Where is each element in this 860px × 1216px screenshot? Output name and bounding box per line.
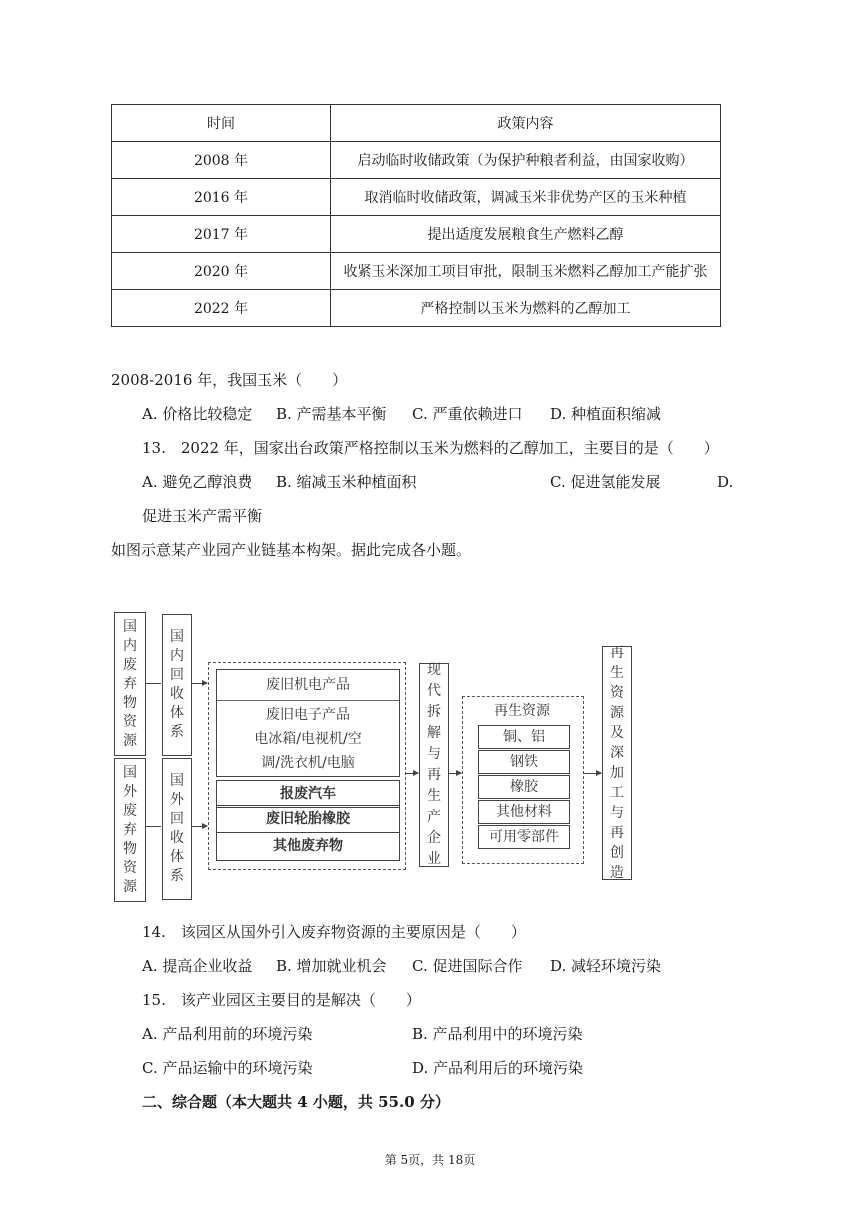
renew-title: 再生资源 xyxy=(494,703,550,719)
q14-option-d[interactable]: D. 减轻环境污染 xyxy=(550,957,662,975)
item-appliance-2: 调/洗衣机/电脑 xyxy=(261,755,355,771)
domestic-waste-label: 国内废弃物资源 xyxy=(123,618,137,749)
connector xyxy=(145,683,161,684)
table-row xyxy=(112,216,721,253)
final-output-box xyxy=(602,646,632,880)
arrow-right-icon xyxy=(191,683,207,684)
q13-stem: 13. 2022 年，国家出台政策严格控制以玉米为燃料的乙醇加工，主要目的是（ ） xyxy=(142,439,719,457)
item-appliance-1: 电冰箱/电视机/空 xyxy=(254,731,362,747)
table-cell-policy: 收紧玉米深加工项目审批，限制玉米燃料乙醇加工产能扩张 xyxy=(331,253,721,290)
q15-option-d[interactable]: D. 产品利用后的环境污染 xyxy=(412,1059,584,1077)
domestic-recycle-label: 国内回收体系 xyxy=(170,629,184,740)
foreign-recycle-label: 国外回收体系 xyxy=(170,773,184,884)
item-electrical: 废旧机电产品 xyxy=(217,670,399,701)
q14-option-a[interactable]: A. 提高企业收益 xyxy=(142,957,253,975)
electrical-products-box xyxy=(216,669,400,777)
q13-option-a[interactable]: A. 避免乙醇浪费 xyxy=(142,473,253,491)
arrow-right-icon xyxy=(405,773,418,774)
table-cell-policy: 取消临时收储政策，调减玉米非优势产区的玉米种植 xyxy=(331,179,721,216)
table-row xyxy=(112,142,721,179)
item-scrap-cars: 报废汽车 xyxy=(216,780,400,808)
dismantle-label: 现代拆解与再生产企业 xyxy=(427,662,441,867)
renew-item-usable-parts: 可用零部件 xyxy=(478,825,570,849)
renew-item-rubber: 橡胶 xyxy=(478,775,570,799)
q13-option-b[interactable]: B. 缩减玉米种植面积 xyxy=(276,473,417,491)
item-other-waste: 其他废弃物 xyxy=(216,832,400,861)
domestic-waste-box xyxy=(114,612,146,756)
q13-option-d-text[interactable]: 促进玉米产需平衡 xyxy=(142,507,263,525)
policy-table xyxy=(111,104,721,327)
domestic-recycle-box xyxy=(162,614,192,756)
table-header-content: 政策内容 xyxy=(331,105,721,142)
q12-option-b[interactable]: B. 产需基本平衡 xyxy=(276,405,387,423)
q14-stem: 14. 该园区从国外引入废弃物资源的主要原因是（ ） xyxy=(142,923,526,941)
q15-option-a[interactable]: A. 产品利用前的环境污染 xyxy=(142,1025,313,1043)
q15-stem: 15. 该产业园区主要目的是解决（ ） xyxy=(142,991,421,1009)
table-row xyxy=(112,179,721,216)
diagram-intro: 如图示意某产业园产业链基本构架。据此完成各小题。 xyxy=(111,541,472,559)
q12-option-a[interactable]: A. 价格比较稳定 xyxy=(142,405,253,423)
q15-option-c[interactable]: C. 产品运输中的环境污染 xyxy=(142,1059,313,1077)
table-cell-policy: 严格控制以玉米为燃料的乙醇加工 xyxy=(331,290,721,327)
q12-option-d[interactable]: D. 种植面积缩减 xyxy=(550,405,662,423)
arrow-right-icon xyxy=(191,826,207,827)
table-cell-year: 2020 年 xyxy=(112,253,331,290)
table-header-row xyxy=(112,105,721,142)
foreign-waste-box xyxy=(114,758,146,902)
renew-item-steel: 钢铁 xyxy=(478,750,570,774)
q15-option-b[interactable]: B. 产品利用中的环境污染 xyxy=(412,1025,583,1043)
q14-option-c[interactable]: C. 促进国际合作 xyxy=(412,957,523,975)
table-cell-year: 2016 年 xyxy=(112,179,331,216)
table-cell-year: 2022 年 xyxy=(112,290,331,327)
section-heading: 二、综合题（本大题共 4 小题，共 55.0 分） xyxy=(142,1093,450,1111)
arrow-right-icon xyxy=(583,773,601,774)
table-cell-year: 2008 年 xyxy=(112,142,331,179)
foreign-waste-label: 国外废弃物资源 xyxy=(123,764,137,895)
table-cell-year: 2017 年 xyxy=(112,216,331,253)
page-footer: 第 5页，共 18页 xyxy=(384,1153,476,1167)
q12-stem: 2008-2016 年，我国玉米（ ） xyxy=(111,371,348,389)
table-header-time: 时间 xyxy=(112,105,331,142)
table-cell-policy: 提出适度发展粮食生产燃料乙醇 xyxy=(331,216,721,253)
q14-option-b[interactable]: B. 增加就业机会 xyxy=(276,957,387,975)
renew-item-copper-aluminum: 铜、铝 xyxy=(478,725,570,749)
final-output-label: 再生资源及深加工与再创造 xyxy=(610,645,624,881)
q13-option-d[interactable]: D. xyxy=(717,473,734,491)
table-row xyxy=(112,253,721,290)
foreign-recycle-box xyxy=(162,758,192,900)
connector xyxy=(145,826,161,827)
item-electronic: 废旧电子产品 xyxy=(266,707,350,723)
item-tires-rubber: 废旧轮胎橡胶 xyxy=(216,805,400,833)
table-cell-policy: 启动临时收储政策（为保护种粮者利益，由国家收购） xyxy=(331,142,721,179)
q12-option-c[interactable]: C. 严重依赖进口 xyxy=(412,405,523,423)
dismantle-enterprise-box xyxy=(419,663,449,867)
arrow-right-icon xyxy=(448,773,461,774)
q13-option-c[interactable]: C. 促进氢能发展 xyxy=(550,473,661,491)
table-row xyxy=(112,290,721,327)
renew-item-other-materials: 其他材料 xyxy=(478,800,570,824)
